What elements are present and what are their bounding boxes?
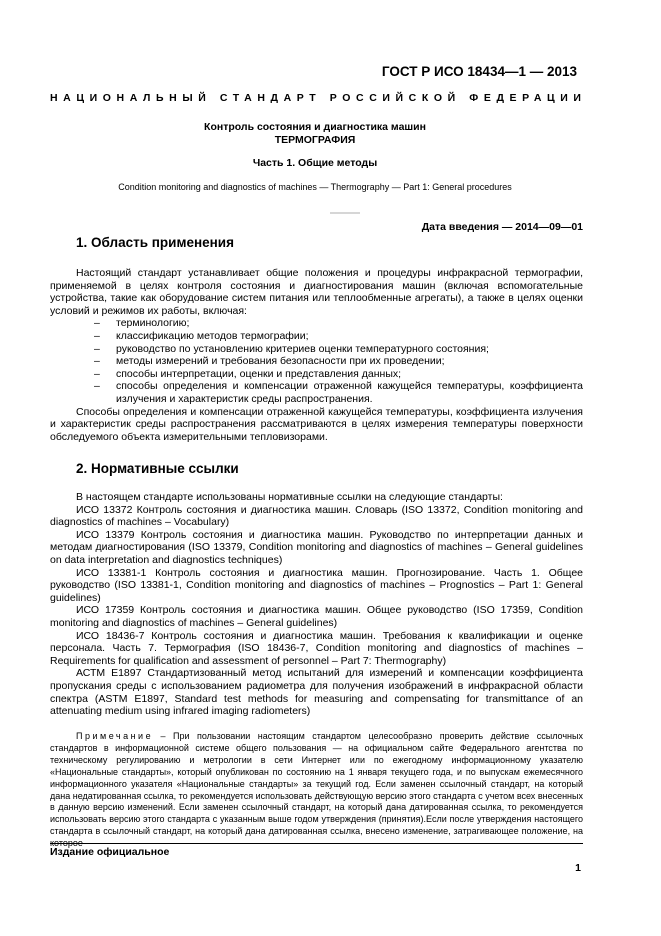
list-item: – терминологию;	[94, 317, 190, 330]
scope-list	[50, 317, 583, 405]
section-1-body	[50, 267, 583, 443]
dash-marker: –	[94, 380, 100, 393]
list-item: – классификацию методов термографии;	[94, 329, 309, 342]
reference-item: ИСО 13372 Контроль состояния и диагностика машин. Словарь (ISO 13372, Condition monitoring and diagnostics of machines – Vocabulary)	[50, 503, 583, 529]
reference-item: АСТМ Е1897 Стандартизованный метод испытаний для измерений и компенсации коэффициента пропускания среды с использованием радиометра для получения изображений в инфракрасной области спектра (ASTM E1897, Standard test methods for measuring and compensating for transmittance of an attenuating medium using infrared imaging radiometers)	[50, 667, 583, 718]
dash-marker: –	[94, 355, 100, 368]
english-title: Condition monitoring and diagnostics of machines — Thermography — Part 1: General procedures	[118, 182, 512, 192]
section-2-heading: 2. Нормативные ссылки	[76, 461, 239, 476]
page-number: 1	[575, 862, 581, 874]
note-label: Примечание	[76, 731, 154, 741]
section-1-closing: Способы определения и компенсации отраженной кажущейся температуры, коэффициента излучения и характеристик среды распространения рассматриваются в целях измерения температуры поверхности обследуемого объекта измерительными тепловизорами.	[50, 405, 583, 443]
official-edition-label: Издание официальное	[50, 846, 170, 858]
dash-marker: –	[94, 342, 100, 355]
note-body: – При пользовании настоящим стандартом целесообразно проверить действие ссылочных стандартов в информационной системе общего пользования — на официальном сайте Федерального агентства по техническому регулированию и метрологии в сети Интернет или по ежегодному информационному указателю «Национальные стандарты», который опубликован по состоянию на 1 января текущего года, и по выпускам ежемесячного информационного указателя «Национальные стандарты» за текущий год. Если заменен ссылочный стандарт, на который дана недатированная ссылка, то рекомендуется использовать действующую версию этого стандарта с учетом всех внесенных в данную версию изменений. Если заменен ссылочный стандарт, на который дана датированная ссылка, то рекомендуется использовать версию этого стандарта с указанным выше годом утверждения (принятия).Если после утверждения настоящего стандарта в ссылочный стандарт, на который дана датированная ссылка, внесено изменение, затрагивающее положение, на которое	[50, 731, 583, 849]
document-title-line2: ТЕРМОГРАФИЯ	[274, 134, 356, 146]
section-2-body	[50, 491, 583, 718]
list-item: – способы определения и компенсации отраженной кажущейся температуры, коэффициента излучения и характеристик среды распространения.	[94, 380, 583, 405]
section-1-intro: Настоящий стандарт устанавливает общие положения и процедуры инфракрасной термографии, применяемой в целях контроля состояния и диагностирования машин (включая вспомогательные устройства, такие как оборудование систем питания или теплообменные агрегаты), а также в целях оценки условий и режимов их работы, включая:	[50, 267, 583, 317]
scan-artifact	[330, 212, 360, 214]
introduction-date: Дата введения — 2014—09—01	[421, 221, 583, 233]
document-title-line1: Контроль состояния и диагностика машин	[204, 121, 426, 133]
section-1-heading: 1. Область применения	[76, 235, 234, 250]
list-item: – способы интерпретации, оценки и представления данных;	[94, 367, 402, 380]
reference-item: ИСО 13381-1 Контроль состояния и диагностика машин. Прогнозирование. Часть 1. Общее руководство (ISO 13381-1, Condition monitoring and diagnostics of machines – Prognostics – Part 1: General guidelines)	[50, 566, 583, 604]
section-2-intro: В настоящем стандарте использованы нормативные ссылки на следующие стандарты:	[76, 491, 503, 503]
reference-item: ИСО 13379 Контроль состояния и диагностика машин. Руководство по интерпретации данных и методам диагностирования (ISO 13379, Condition monitoring and diagnostics of machines – General guidelines on data interpretation and diagnostics techniques)	[50, 528, 583, 566]
dash-marker: –	[94, 367, 100, 380]
reference-item: ИСО 17359 Контроль состояния и диагностика машин. Общее руководство (ISO 17359, Condition monitoring and diagnostics of machines – General guidelines)	[50, 604, 583, 629]
reference-item: ИСО 18436-7 Контроль состояния и диагностика машин. Требования к квалификации и оценке персонала. Часть 7. Термография (ISO 18436-7, Condition monitoring and diagnostics of machines – Requirements for qualification and assessment of personnel – Part 7: Thermography)	[50, 629, 583, 667]
dash-marker: –	[94, 329, 100, 342]
list-item: – руководство по установлению критериев оценки температурного состояния;	[94, 342, 489, 355]
note-block	[50, 731, 583, 850]
dash-marker: –	[94, 317, 100, 330]
standard-number: ГОСТ Р ИСО 18434—1 — 2013	[381, 64, 577, 79]
document-part-title: Часть 1. Общие методы	[252, 157, 378, 169]
footer-divider	[50, 843, 583, 844]
list-item: – методы измерений и требования безопасности при их проведении;	[94, 355, 445, 368]
national-standard-banner: НАЦИОНАЛЬНЫЙ СТАНДАРТ РОССИЙСКОЙ ФЕДЕРАЦИИ	[50, 92, 587, 104]
